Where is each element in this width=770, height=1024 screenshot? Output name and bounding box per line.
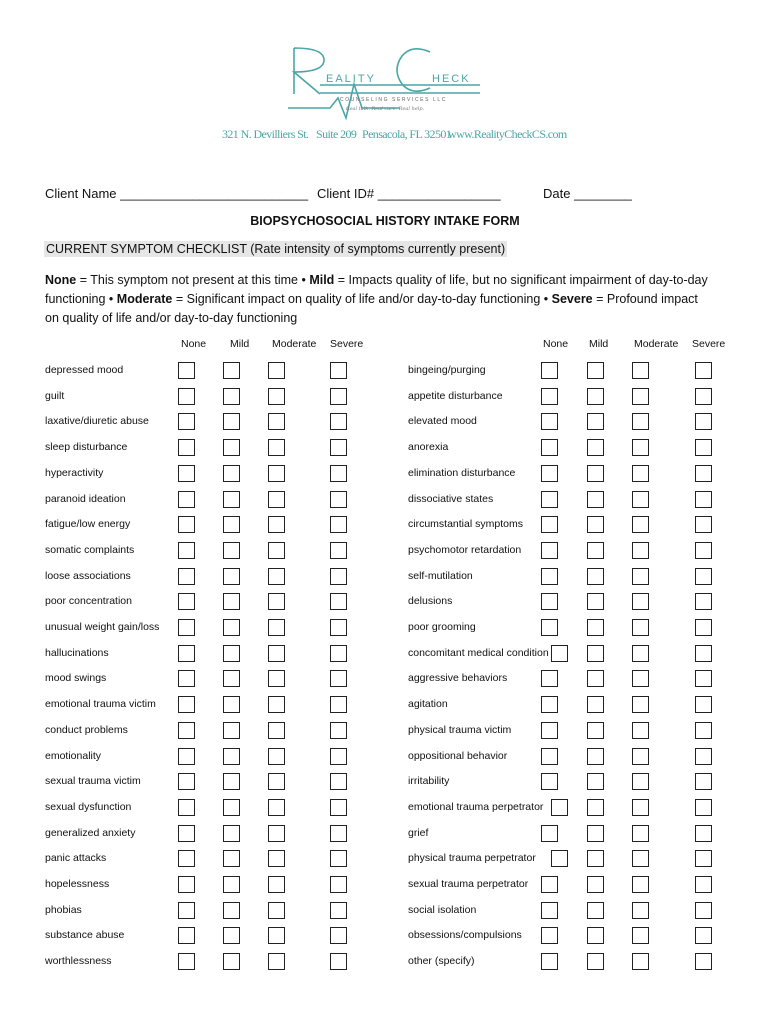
checkbox-right-moderate[interactable] xyxy=(632,568,649,585)
form-title: BIOPSYCHOSOCIAL HISTORY INTAKE FORM xyxy=(250,214,520,228)
checkbox-right-mild[interactable] xyxy=(587,825,604,842)
checkbox-right-severe[interactable] xyxy=(695,670,712,687)
checkbox-left-severe[interactable] xyxy=(330,491,347,508)
checkbox-right-mild[interactable] xyxy=(587,953,604,970)
checkbox-right-severe[interactable] xyxy=(695,696,712,713)
checkbox-left-severe[interactable] xyxy=(330,465,347,482)
checkbox-right-none[interactable] xyxy=(541,927,558,944)
checkbox-right-moderate[interactable] xyxy=(632,542,649,559)
checkbox-right-severe[interactable] xyxy=(695,388,712,405)
symptom-label: sleep disturbance xyxy=(45,441,128,454)
checkbox-right-moderate[interactable] xyxy=(632,902,649,919)
severity-legend xyxy=(45,271,715,328)
symptom-label: elevated mood xyxy=(408,415,477,428)
checkbox-left-severe[interactable] xyxy=(330,953,347,970)
checkbox-right-severe[interactable] xyxy=(695,619,712,636)
checkbox-left-severe[interactable] xyxy=(330,799,347,816)
checkbox-left-none[interactable] xyxy=(178,645,195,662)
checkbox-left-mild[interactable] xyxy=(223,773,240,790)
symptom-label: physical trauma perpetrator xyxy=(408,852,536,865)
date-field[interactable]: Date ________ xyxy=(543,186,632,201)
symptom-label: physical trauma victim xyxy=(408,723,512,736)
symptom-label: fatigue/low energy xyxy=(45,518,131,531)
checkbox-left-moderate[interactable] xyxy=(268,439,285,456)
reality-check-logo xyxy=(280,38,490,128)
symptom-label: loose associations xyxy=(45,569,131,582)
checkbox-left-mild[interactable] xyxy=(223,670,240,687)
svg-text:COUNSELING SERVICES LLC: COUNSELING SERVICES LLC xyxy=(340,97,448,103)
legend-moderate-desc: = Significant impact on quality of life and/or day-to-day functioning • xyxy=(172,292,552,306)
symptom-label: somatic complaints xyxy=(45,543,135,556)
checkbox-right-mild[interactable] xyxy=(587,696,604,713)
checkbox-left-moderate[interactable] xyxy=(268,362,285,379)
symptom-label: emotional trauma perpetrator xyxy=(408,800,544,813)
address-street: 321 N. Devilliers St. xyxy=(222,127,309,141)
symptom-label: sexual trauma victim xyxy=(45,775,141,788)
checkbox-right-moderate[interactable] xyxy=(632,773,649,790)
checkbox-right-severe[interactable] xyxy=(695,465,712,482)
checkbox-right-none[interactable] xyxy=(541,439,558,456)
checkbox-right-mild[interactable] xyxy=(587,593,604,610)
checkbox-left-severe[interactable] xyxy=(330,413,347,430)
checkbox-left-severe[interactable] xyxy=(330,927,347,944)
checkbox-right-mild[interactable] xyxy=(587,773,604,790)
symptom-label: agitation xyxy=(408,698,448,711)
checkbox-left-mild[interactable] xyxy=(223,491,240,508)
checkbox-left-mild[interactable] xyxy=(223,388,240,405)
checkbox-right-mild[interactable] xyxy=(587,619,604,636)
right-col-mild: Mild xyxy=(589,338,609,350)
address-suite: Suite 209 xyxy=(316,127,357,141)
checkbox-left-moderate[interactable] xyxy=(268,568,285,585)
checkbox-right-severe[interactable] xyxy=(695,876,712,893)
checkbox-left-mild[interactable] xyxy=(223,876,240,893)
checkbox-left-severe[interactable] xyxy=(330,696,347,713)
checkbox-left-none[interactable] xyxy=(178,542,195,559)
checkbox-right-severe[interactable] xyxy=(695,799,712,816)
checkbox-left-mild[interactable] xyxy=(223,362,240,379)
checkbox-right-moderate[interactable] xyxy=(632,491,649,508)
website-link[interactable]: www.RealityCheckCS.com xyxy=(448,127,567,141)
checkbox-right-none[interactable] xyxy=(541,748,558,765)
checkbox-right-none[interactable] xyxy=(541,542,558,559)
symptom-label: emotional trauma victim xyxy=(45,698,156,711)
symptom-label: obsessions/compulsions xyxy=(408,929,522,942)
checkbox-left-moderate[interactable] xyxy=(268,876,285,893)
checkbox-left-severe[interactable] xyxy=(330,773,347,790)
right-col-moderate: Moderate xyxy=(634,338,679,350)
symptom-label: circumstantial symptoms xyxy=(408,518,523,531)
checkbox-left-mild[interactable] xyxy=(223,645,240,662)
checkbox-left-none[interactable] xyxy=(178,748,195,765)
checkbox-right-none[interactable] xyxy=(541,568,558,585)
checkbox-right-moderate[interactable] xyxy=(632,516,649,533)
symptom-label: sexual dysfunction xyxy=(45,800,132,813)
symptom-label: phobias xyxy=(45,903,82,916)
checkbox-left-none[interactable] xyxy=(178,825,195,842)
checkbox-right-moderate[interactable] xyxy=(632,850,649,867)
checkbox-left-moderate[interactable] xyxy=(268,773,285,790)
checkbox-left-none[interactable] xyxy=(178,722,195,739)
symptom-label: worthlessness xyxy=(45,955,112,968)
checkbox-left-severe[interactable] xyxy=(330,645,347,662)
checkbox-left-mild[interactable] xyxy=(223,953,240,970)
symptom-label: generalized anxiety xyxy=(45,826,136,839)
checkbox-left-mild[interactable] xyxy=(223,722,240,739)
checkbox-left-mild[interactable] xyxy=(223,568,240,585)
checkbox-left-moderate[interactable] xyxy=(268,850,285,867)
checkbox-left-none[interactable] xyxy=(178,902,195,919)
checkbox-left-none[interactable] xyxy=(178,619,195,636)
checkbox-left-none[interactable] xyxy=(178,927,195,944)
checkbox-right-moderate[interactable] xyxy=(632,362,649,379)
checkbox-right-moderate[interactable] xyxy=(632,825,649,842)
checkbox-left-mild[interactable] xyxy=(223,619,240,636)
checkbox-left-none[interactable] xyxy=(178,439,195,456)
symptom-label: panic attacks xyxy=(45,852,107,865)
checkbox-right-mild[interactable] xyxy=(587,388,604,405)
checkbox-right-moderate[interactable] xyxy=(632,722,649,739)
checkbox-right-moderate[interactable] xyxy=(632,593,649,610)
checkbox-left-mild[interactable] xyxy=(223,516,240,533)
checkbox-right-none[interactable] xyxy=(551,850,568,867)
checkbox-right-none[interactable] xyxy=(541,619,558,636)
checkbox-right-none[interactable] xyxy=(551,645,568,662)
client-id-field[interactable]: Client ID# _________________ xyxy=(317,186,501,201)
tagline: Real talk. Real care. Real help. xyxy=(345,106,425,112)
left-col-mild: Mild xyxy=(230,338,250,350)
legend-moderate-term: Moderate xyxy=(116,292,173,306)
checkbox-left-mild[interactable] xyxy=(223,902,240,919)
checkbox-right-mild[interactable] xyxy=(587,850,604,867)
address-city: Pensacola, FL 32501 xyxy=(362,127,452,141)
symptom-label: sexual trauma perpetrator xyxy=(408,878,529,890)
checkbox-right-moderate[interactable] xyxy=(632,696,649,713)
checkbox-right-severe[interactable] xyxy=(695,568,712,585)
checkbox-right-moderate[interactable] xyxy=(632,799,649,816)
checkbox-right-mild[interactable] xyxy=(587,568,604,585)
legend-mild-term: Mild xyxy=(309,273,335,287)
checkbox-right-none[interactable] xyxy=(541,362,558,379)
checkbox-right-mild[interactable] xyxy=(587,799,604,816)
checkbox-right-none[interactable] xyxy=(541,413,558,430)
checkbox-left-severe[interactable] xyxy=(330,722,347,739)
checkbox-left-moderate[interactable] xyxy=(268,696,285,713)
checkbox-left-severe[interactable] xyxy=(330,542,347,559)
checkbox-right-moderate[interactable] xyxy=(632,670,649,687)
checkbox-right-moderate[interactable] xyxy=(632,388,649,405)
checkbox-left-moderate[interactable] xyxy=(268,542,285,559)
checkbox-left-moderate[interactable] xyxy=(268,645,285,662)
left-col-none: None xyxy=(181,338,207,350)
checkbox-right-severe[interactable] xyxy=(695,773,712,790)
symptom-label: concomitant medical condition xyxy=(408,646,549,659)
checkbox-left-moderate[interactable] xyxy=(268,388,285,405)
checkbox-left-moderate[interactable] xyxy=(268,748,285,765)
checkbox-right-severe[interactable] xyxy=(695,748,712,765)
checkbox-left-severe[interactable] xyxy=(330,362,347,379)
symptom-label: psychomotor retardation xyxy=(408,543,522,556)
symptom-label: unusual weight gain/loss xyxy=(45,621,160,633)
checkbox-right-severe[interactable] xyxy=(695,413,712,430)
legend-severe-term: Severe xyxy=(551,292,593,306)
checkbox-left-none[interactable] xyxy=(178,773,195,790)
checkbox-right-none[interactable] xyxy=(551,799,568,816)
checkbox-right-severe[interactable] xyxy=(695,593,712,610)
checkbox-left-severe[interactable] xyxy=(330,670,347,687)
checkbox-right-severe[interactable] xyxy=(695,516,712,533)
checkbox-left-moderate[interactable] xyxy=(268,413,285,430)
checkbox-left-moderate[interactable] xyxy=(268,799,285,816)
svg-text:EALITY: EALITY xyxy=(326,73,376,85)
symptom-label: dissociative states xyxy=(408,492,494,505)
checkbox-right-none[interactable] xyxy=(541,593,558,610)
checkbox-left-mild[interactable] xyxy=(223,696,240,713)
checkbox-right-severe[interactable] xyxy=(695,953,712,970)
checkbox-left-severe[interactable] xyxy=(330,619,347,636)
checkbox-left-none[interactable] xyxy=(178,388,195,405)
symptom-label: mood swings xyxy=(45,672,107,685)
checkbox-right-severe[interactable] xyxy=(695,439,712,456)
checkbox-right-none[interactable] xyxy=(541,773,558,790)
checkbox-right-moderate[interactable] xyxy=(632,876,649,893)
checkbox-right-mild[interactable] xyxy=(587,927,604,944)
checkbox-right-mild[interactable] xyxy=(587,902,604,919)
checkbox-left-mild[interactable] xyxy=(223,465,240,482)
symptom-label: delusions xyxy=(408,595,453,608)
checkbox-left-none[interactable] xyxy=(178,696,195,713)
checkbox-left-mild[interactable] xyxy=(223,825,240,842)
symptom-label: guilt xyxy=(45,389,65,402)
checkbox-left-none[interactable] xyxy=(178,491,195,508)
checkbox-left-severe[interactable] xyxy=(330,568,347,585)
checkbox-right-severe[interactable] xyxy=(695,542,712,559)
checkbox-right-mild[interactable] xyxy=(587,362,604,379)
checkbox-left-severe[interactable] xyxy=(330,439,347,456)
checkbox-left-moderate[interactable] xyxy=(268,516,285,533)
symptom-label: aggressive behaviors xyxy=(408,672,508,685)
checkbox-left-severe[interactable] xyxy=(330,825,347,842)
checkbox-left-severe[interactable] xyxy=(330,593,347,610)
checkbox-right-severe[interactable] xyxy=(695,850,712,867)
checkbox-left-mild[interactable] xyxy=(223,799,240,816)
symptom-label: elimination disturbance xyxy=(408,466,516,479)
checkbox-right-moderate[interactable] xyxy=(632,413,649,430)
checkbox-right-mild[interactable] xyxy=(587,491,604,508)
checkbox-right-mild[interactable] xyxy=(587,465,604,482)
checkbox-left-none[interactable] xyxy=(178,876,195,893)
checkbox-right-severe[interactable] xyxy=(695,902,712,919)
checkbox-right-none[interactable] xyxy=(541,388,558,405)
symptom-label: depressed mood xyxy=(45,364,124,376)
symptom-label: hallucinations xyxy=(45,646,109,659)
symptom-label: laxative/diuretic abuse xyxy=(45,415,149,428)
symptom-label: anorexia xyxy=(408,441,449,454)
checkbox-right-severe[interactable] xyxy=(695,491,712,508)
checkbox-left-moderate[interactable] xyxy=(268,825,285,842)
checkbox-left-none[interactable] xyxy=(178,413,195,430)
checkbox-left-severe[interactable] xyxy=(330,876,347,893)
symptom-label: other (specify) xyxy=(408,955,475,968)
checkbox-left-mild[interactable] xyxy=(223,850,240,867)
checkbox-right-mild[interactable] xyxy=(587,542,604,559)
checkbox-left-moderate[interactable] xyxy=(268,902,285,919)
checkbox-right-none[interactable] xyxy=(541,953,558,970)
checkbox-left-moderate[interactable] xyxy=(268,953,285,970)
checkbox-left-mild[interactable] xyxy=(223,413,240,430)
checkbox-left-moderate[interactable] xyxy=(268,619,285,636)
client-name-field[interactable]: Client Name __________________________ xyxy=(45,186,309,201)
checkbox-right-none[interactable] xyxy=(541,465,558,482)
checkbox-left-mild[interactable] xyxy=(223,748,240,765)
checkbox-right-severe[interactable] xyxy=(695,825,712,842)
legend-none-desc: = This symptom not present at this time • xyxy=(76,273,310,287)
checkbox-right-none[interactable] xyxy=(541,696,558,713)
checkbox-right-mild[interactable] xyxy=(587,722,604,739)
symptom-label: poor concentration xyxy=(45,595,132,608)
checkbox-left-none[interactable] xyxy=(178,799,195,816)
checkbox-right-moderate[interactable] xyxy=(632,645,649,662)
checkbox-left-mild[interactable] xyxy=(223,542,240,559)
symptom-label: substance abuse xyxy=(45,929,125,942)
left-col-moderate: Moderate xyxy=(272,338,317,350)
checkbox-right-none[interactable] xyxy=(541,491,558,508)
checkbox-right-none[interactable] xyxy=(541,516,558,533)
checkbox-right-severe[interactable] xyxy=(695,645,712,662)
legend-none-term: None xyxy=(45,273,77,287)
checkbox-right-mild[interactable] xyxy=(587,413,604,430)
checkbox-left-moderate[interactable] xyxy=(268,593,285,610)
checkbox-right-severe[interactable] xyxy=(695,722,712,739)
symptom-label: self-mutilation xyxy=(408,569,473,582)
legend-mild-desc: = Impacts quality of life, but no significant impairment of day-to-day functioning • xyxy=(45,273,708,306)
checkbox-left-severe[interactable] xyxy=(330,388,347,405)
checkbox-left-mild[interactable] xyxy=(223,927,240,944)
checkbox-left-severe[interactable] xyxy=(330,850,347,867)
checkbox-right-none[interactable] xyxy=(541,876,558,893)
checkbox-left-moderate[interactable] xyxy=(268,722,285,739)
checkbox-right-none[interactable] xyxy=(541,722,558,739)
checkbox-left-mild[interactable] xyxy=(223,439,240,456)
checkbox-right-mild[interactable] xyxy=(587,516,604,533)
left-col-severe: Severe xyxy=(330,338,364,350)
checkbox-left-none[interactable] xyxy=(178,465,195,482)
checkbox-left-mild[interactable] xyxy=(223,593,240,610)
checkbox-left-moderate[interactable] xyxy=(268,465,285,482)
checkbox-left-none[interactable] xyxy=(178,593,195,610)
checkbox-left-severe[interactable] xyxy=(330,748,347,765)
right-col-severe: Severe xyxy=(692,338,726,350)
symptom-label: social isolation xyxy=(408,903,477,916)
checklist-heading: CURRENT SYMPTOM CHECKLIST (Rate intensity of symptoms currently present) xyxy=(46,242,506,256)
checkbox-right-moderate[interactable] xyxy=(632,465,649,482)
checkbox-right-moderate[interactable] xyxy=(632,953,649,970)
checkbox-right-severe[interactable] xyxy=(695,927,712,944)
symptom-label: poor grooming xyxy=(408,621,476,633)
checkbox-left-severe[interactable] xyxy=(330,516,347,533)
symptom-label: hopelessness xyxy=(45,878,110,890)
symptom-label: conduct problems xyxy=(45,723,128,736)
checkbox-right-none[interactable] xyxy=(541,902,558,919)
checkbox-right-none[interactable] xyxy=(541,825,558,842)
symptom-label: bingeing/purging xyxy=(408,364,486,376)
symptom-label: emotionality xyxy=(45,749,102,762)
checkbox-left-none[interactable] xyxy=(178,953,195,970)
checkbox-left-none[interactable] xyxy=(178,516,195,533)
checkbox-right-none[interactable] xyxy=(541,670,558,687)
symptom-label: irritability xyxy=(408,775,450,788)
symptom-label: grief xyxy=(408,826,429,839)
checkbox-right-moderate[interactable] xyxy=(632,439,649,456)
checkbox-left-severe[interactable] xyxy=(330,902,347,919)
checkbox-left-none[interactable] xyxy=(178,670,195,687)
checkbox-right-moderate[interactable] xyxy=(632,927,649,944)
symptom-label: hyperactivity xyxy=(45,466,104,479)
checkbox-right-moderate[interactable] xyxy=(632,619,649,636)
checkbox-right-mild[interactable] xyxy=(587,645,604,662)
checkbox-left-none[interactable] xyxy=(178,362,195,379)
checkbox-left-moderate[interactable] xyxy=(268,670,285,687)
checkbox-left-moderate[interactable] xyxy=(268,927,285,944)
checkbox-left-moderate[interactable] xyxy=(268,491,285,508)
svg-text:HECK: HECK xyxy=(432,73,471,85)
checkbox-right-mild[interactable] xyxy=(587,439,604,456)
symptom-label: paranoid ideation xyxy=(45,492,126,505)
legend-severe-desc: = Profound impact on quality of life and/or day-to-day functioning xyxy=(45,292,698,325)
checkbox-right-mild[interactable] xyxy=(587,748,604,765)
checkbox-left-none[interactable] xyxy=(178,850,195,867)
checkbox-right-moderate[interactable] xyxy=(632,748,649,765)
checkbox-left-none[interactable] xyxy=(178,568,195,585)
checkbox-right-severe[interactable] xyxy=(695,362,712,379)
checkbox-right-mild[interactable] xyxy=(587,670,604,687)
symptom-label: oppositional behavior xyxy=(408,749,508,762)
checkbox-right-mild[interactable] xyxy=(587,876,604,893)
right-col-none: None xyxy=(543,338,569,350)
symptom-label: appetite disturbance xyxy=(408,389,503,402)
